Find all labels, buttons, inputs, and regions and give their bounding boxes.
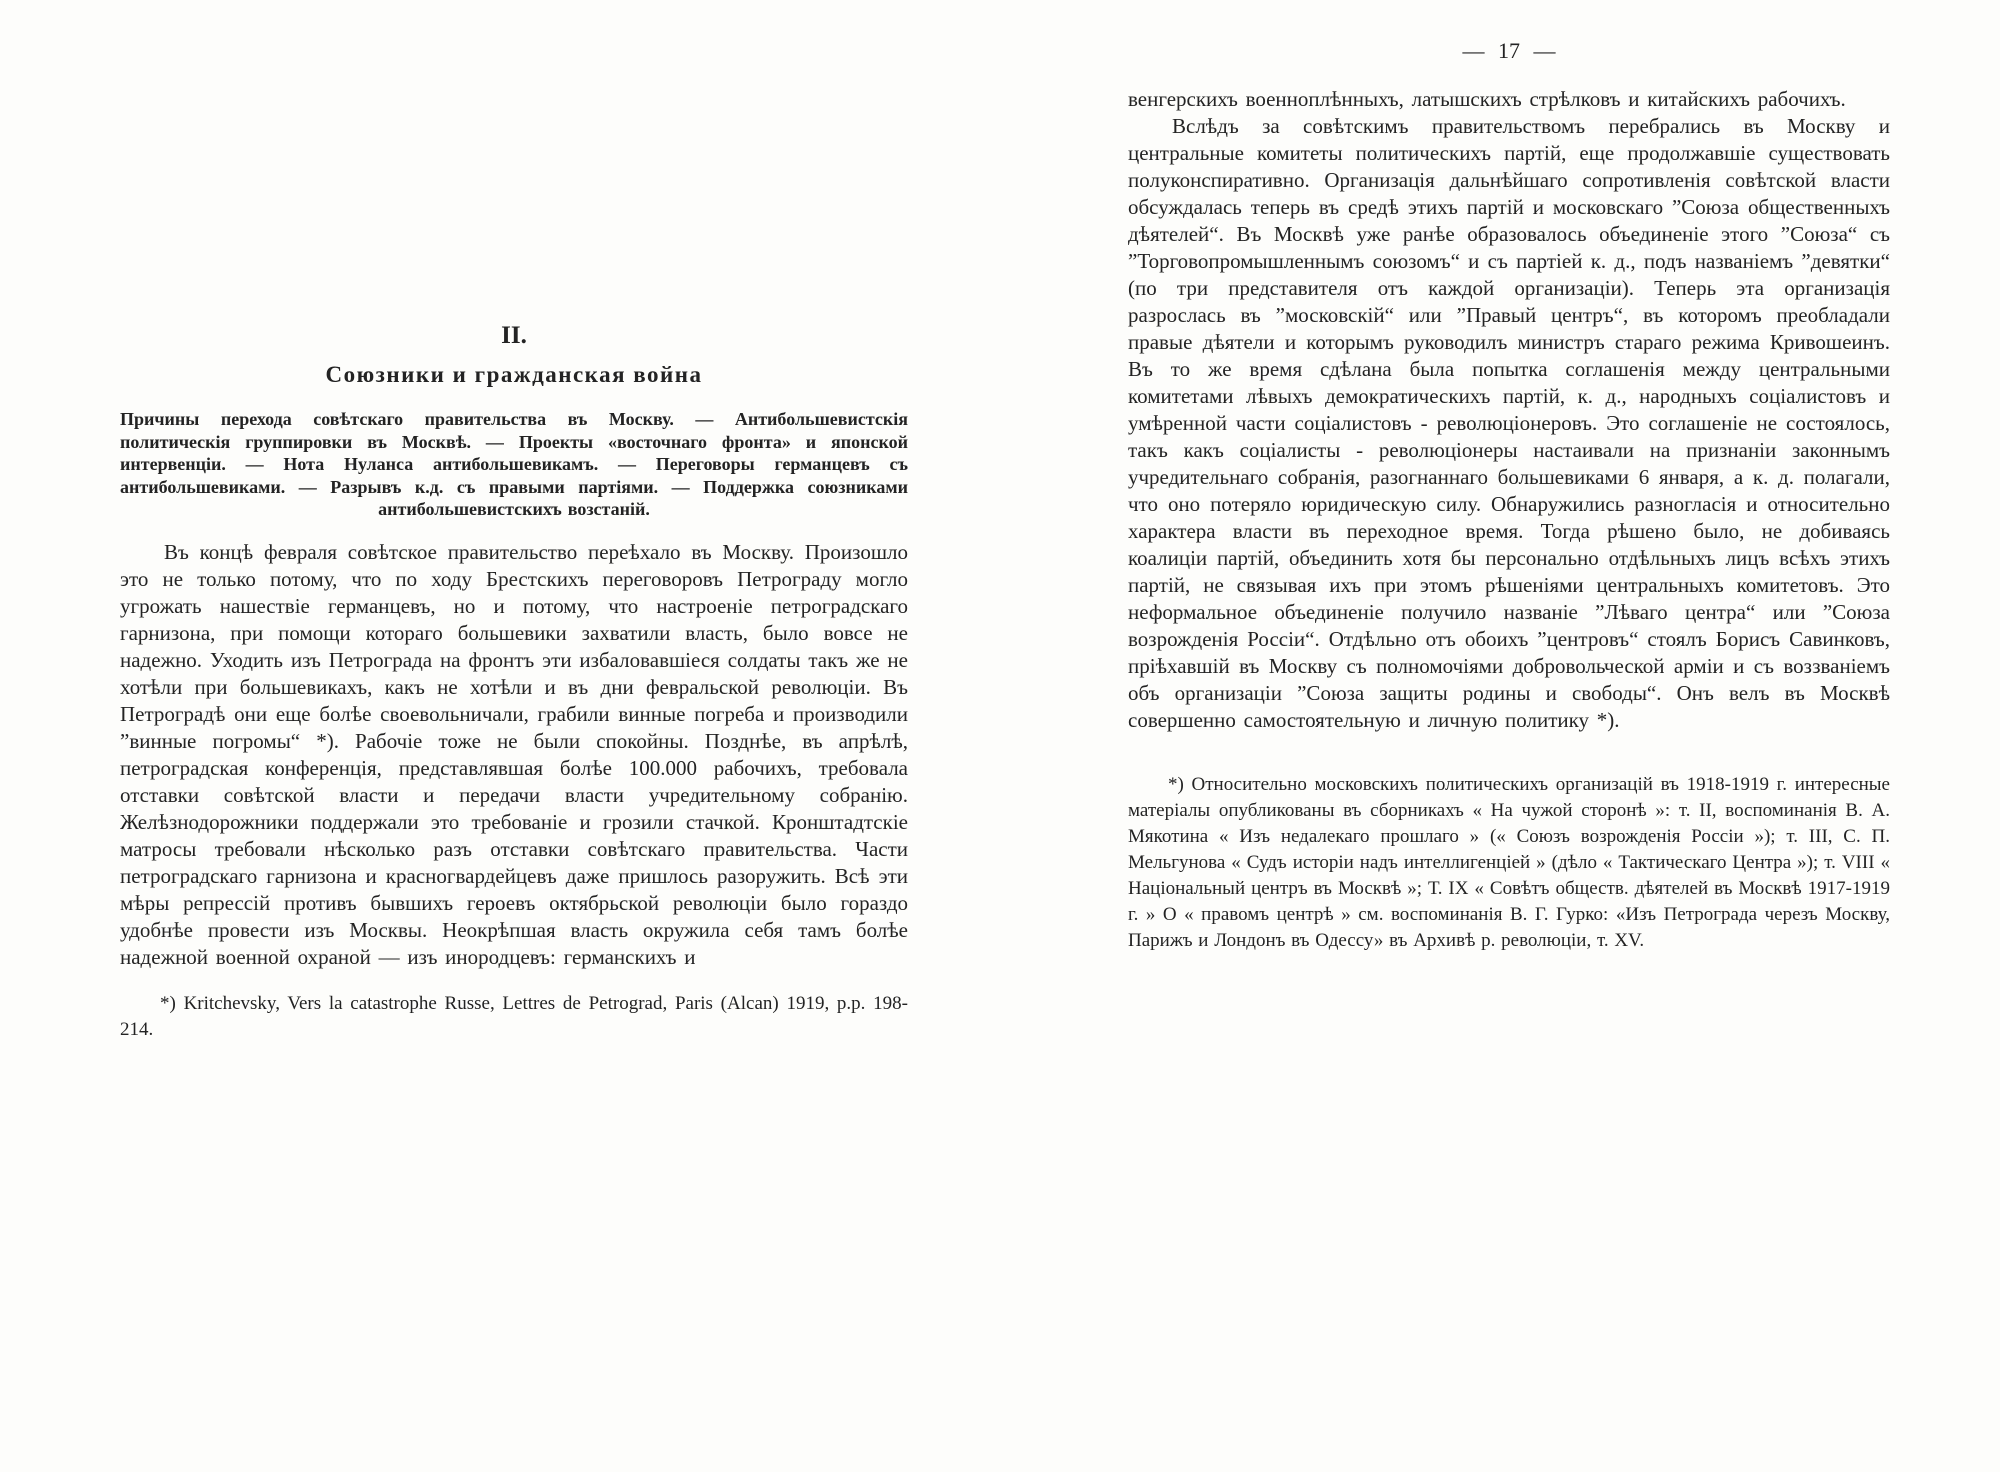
- right-page: [1128, 0, 1890, 1472]
- body-paragraph: Въ концѣ февраля совѣтское правительство переѣхало въ Москву. Произошло это не только потому, что по ходу Брестскихъ переговоровъ Петрограду могло угрожать нашествіе германцевъ, но и потому, что настроеніе петроградскаго гарнизона, при помощи котораго большевики захватили власть, было вовсе не надежно. Уходить изъ Петрограда на фронтъ эти избаловавшіеся солдаты такъ же не хотѣли при большевикахъ, какъ не хотѣли и въ дни февральской революціи. Въ Петроградѣ они еще болѣе своевольничали, грабили винные погреба и производили ”винные погромы“ *). Рабочіе тоже не были спокойны. Позднѣе, въ апрѣлѣ, петроградская конференція, представлявшая болѣе 100.000 рабочихъ, требовала отставки совѣтской власти и передачи власти учредительному собранію. Желѣзнодорожники поддержали это требованіе и грозили стачкой. Кронштадтскіе матросы требовали нѣсколько разъ отставки совѣтскаго правительства. Части петроградскаго гарнизона и красногвардейцевъ даже пришлось разоружить. Всѣ эти мѣры репрессій противъ бывшихъ героевъ октябрьской революціи было гораздо удобнѣе провести изъ Москвы. Неокрѣпшая власть окружила себя тамъ болѣе надежной военной охраной — изъ инородцевъ: германскихъ и: [120, 539, 908, 969]
- page-number: — 17 —: [1462, 38, 1556, 63]
- footnote: *) Относительно московскихъ политическихъ организацій въ 1918-1919 г. интересные матеріалы опубликованы въ сборникахъ « На чужой сторонѣ »: т. II, воспоминанія В. А. Мякотина « Изъ недалекаго прошлаго » (« Союзъ возрожденія Россіи »); т. III, С. П. Мельгунова « Судъ исторіи надъ интеллигенціей » (дѣло « Тактическаго Центра »); т. VIII « Національный центръ въ Москвѣ »; Т. IX « Совѣтъ обществ. дѣятелей въ Москвѣ 1917-1919 г. » О « правомъ центрѣ » см. воспоминанія В. Г. Гурко: «Изъ Петрограда черезъ Москву, Парижъ и Лондонъ въ Одессу» въ Архивѣ р. революціи, т. XV.: [1128, 774, 1890, 951]
- chapter-title: Союзники и гражданская война: [325, 362, 703, 387]
- chapter-number: II.: [501, 322, 527, 349]
- left-page: [120, 0, 908, 1472]
- footnote: *) Kritchevsky, Vers la catastrophe Russe, Lettres de Petrograd, Paris (Alcan) 1919, p.p. 198-214.: [120, 992, 908, 1040]
- chapter-summary: Причины перехода совѣтскаго правительства въ Москву. — Антибольшевистскія политическія группировки въ Москвѣ. — Проекты «восточнаго фронта» и японской интервенціи. — Нота Нуланса антибольшевикамъ. — Переговоры германцевъ съ антибольшевиками. — Разрывъ к.д. съ правыми партіями. — Поддержка союзниками антибольшевистскихъ возстаній.: [120, 409, 908, 519]
- body-paragraph: венгерскихъ военноплѣнныхъ, латышскихъ стрѣлковъ и китайскихъ рабочихъ.: [1128, 87, 1846, 111]
- body-paragraph: Вслѣдъ за совѣтскимъ правительствомъ перебрались въ Москву и центральные комитеты политическихъ партій, еще продолжавшіе существовать полуконспиративно. Организація дальнѣйшаго сопротивленія совѣтской власти обсуждалась теперь въ средѣ этихъ партій и московскаго ”Союза общественныхъ дѣятелей“. Въ Москвѣ уже ранѣе образовалось объединеніе этого ”Союза“ съ ”Торговопромышленнымъ союзомъ“ и съ партіей к. д., подъ названіемъ ”девятки“ (по три представителя отъ каждой организаціи). Теперь эта организація разрослась въ ”московскій“ или ”Правый центръ“, въ которомъ преобладали правые дѣятели и которымъ руководилъ министръ стараго режима Кривошеинъ. Въ то же время сдѣлана была попытка соглашенія между центральными комитетами лѣвыхъ демократическихъ партій, к. д., народныхъ соціалистовъ и умѣренной части соціалистовъ - революціонеровъ. Это соглашеніе не состоялось, такъ какъ соціалисты - революціонеры настаивали на признаніи законнымъ учредительнаго собранія, разогнаннаго большевиками 6 января, а к. д. полагали, что оно потеряло юридическую силу. Обнаружились разногласія и относительно характера власти въ переходное время. Тогда рѣшено было, не добиваясь коалиціи партій, объединить хотя бы персонально отдѣльныхъ лицъ всѣхъ этихъ партій, не связывая ихъ при этомъ рѣшеніями центральныхъ комитетовъ. Это неформальное объединеніе получило названіе ”Лѣваго центра“ или ”Союза возрожденія Россіи“. Отдѣльно отъ обоихъ ”центровъ“ стоялъ Борисъ Савинковъ, пріѣхавшій въ Москву съ полномочіями добровольческой арміи и съ воззваніемъ объ организаціи ”Союза защиты родины и свободы“. Онъ велъ въ Москвѣ совершенно самостоятельную и личную политику *).: [1128, 114, 1890, 732]
